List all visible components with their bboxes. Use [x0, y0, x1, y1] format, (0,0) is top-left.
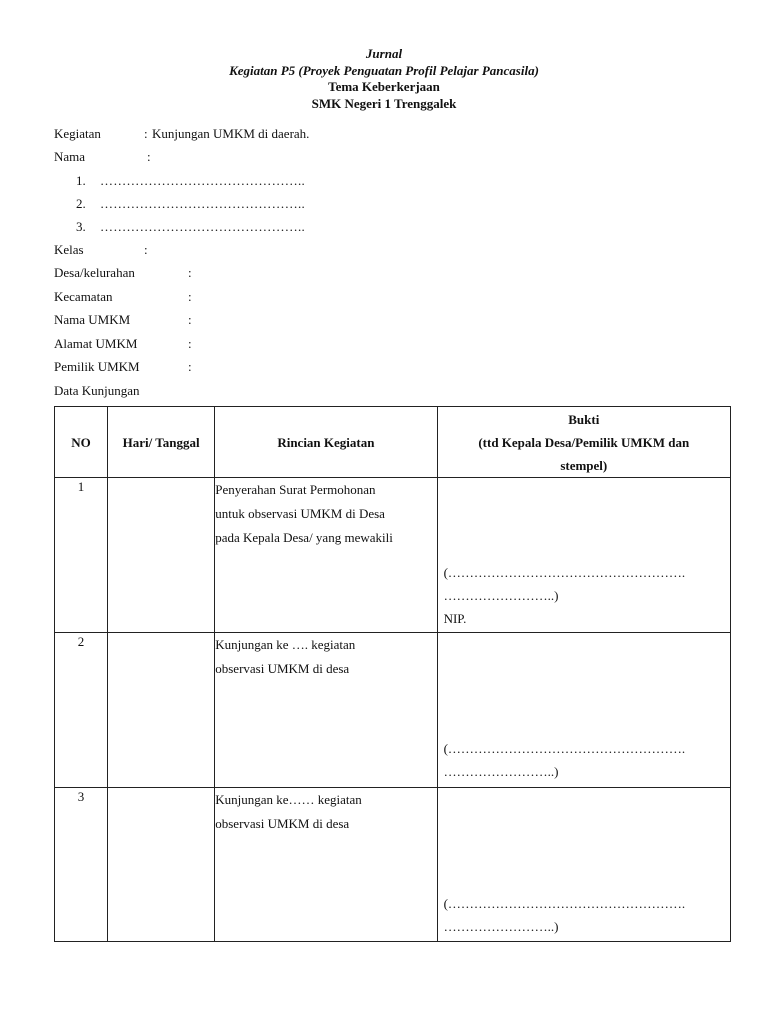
row-number: 1 — [55, 478, 108, 633]
table-header-row — [55, 407, 731, 478]
nama-item-3[interactable] — [76, 218, 376, 236]
field-alamat-umkm-label: Alamat UMKM — [54, 336, 138, 351]
row-bukti-cell[interactable] — [437, 633, 730, 788]
header-bukti — [437, 407, 730, 478]
header-rincian-kegiatan: Rincian Kegiatan — [215, 407, 437, 478]
field-kegiatan-colon: : — [144, 126, 148, 141]
rincian-line: untuk observasi UMKM di Desa — [215, 506, 385, 521]
header-bukti-line3: stempel) — [560, 457, 608, 473]
row-bukti-cell[interactable] — [437, 478, 730, 633]
row-hari-tanggal-cell[interactable] — [108, 633, 215, 788]
rincian-line: observasi UMKM di desa — [215, 816, 350, 831]
title-jurnal: Jurnal — [365, 46, 403, 61]
nama-item-number: 3. — [76, 219, 86, 234]
row-number: 3 — [55, 788, 108, 942]
field-kegiatan — [54, 125, 454, 143]
row-rincian-cell — [215, 633, 437, 788]
row-rincian-cell — [215, 478, 437, 633]
visit-table — [54, 406, 731, 942]
field-desa-colon: : — [188, 265, 192, 280]
signature-line: (………………………………………………. — [443, 741, 686, 756]
signature-line-end: ……………………..) — [443, 764, 559, 779]
nip-label: NIP. — [443, 611, 467, 626]
nama-item-2[interactable] — [76, 195, 376, 213]
title-kegiatan-p5: Kegiatan P5 (Proyek Penguatan Profil Pelajar Pancasila) — [229, 62, 539, 78]
field-nama-umkm-label: Nama UMKM — [54, 312, 131, 327]
field-kegiatan-value[interactable]: Kunjungan UMKM di daerah. — [152, 126, 310, 141]
table-row — [55, 478, 731, 633]
field-desa-kelurahan[interactable] — [54, 264, 354, 282]
rincian-line: observasi UMKM di desa — [215, 661, 350, 676]
signature-line-end: ……………………..) — [443, 919, 559, 934]
signature-line-end: ……………………..) — [443, 588, 559, 603]
row-rincian-cell — [215, 788, 437, 942]
field-nama-umkm[interactable] — [54, 311, 354, 329]
field-kelas[interactable] — [54, 241, 354, 259]
field-kelas-colon: : — [144, 242, 148, 257]
field-desa-label: Desa/kelurahan — [54, 265, 135, 280]
field-kecamatan-label: Kecamatan — [54, 289, 113, 304]
rincian-line: Kunjungan ke…… kegiatan — [215, 792, 362, 807]
rincian-line: Kunjungan ke …. kegiatan — [215, 637, 356, 652]
row-hari-tanggal-cell[interactable] — [108, 788, 215, 942]
nama-item-number: 1. — [76, 173, 86, 188]
field-nama — [54, 148, 454, 166]
header-no: NO — [55, 407, 108, 478]
table-row — [55, 633, 731, 788]
data-kunjungan-heading: Data Kunjungan — [54, 383, 140, 398]
rincian-line: Penyerahan Surat Permohonan — [215, 482, 376, 497]
section-data-kunjungan — [54, 382, 354, 400]
header-bukti-line2: (ttd Kepala Desa/Pemilik UMKM dan — [478, 434, 690, 450]
header-hari-tanggal: Hari/ Tanggal — [108, 407, 215, 478]
row-bukti-cell[interactable] — [437, 788, 730, 942]
field-alamat-umkm-colon: : — [188, 336, 192, 351]
header-bukti-line1: Bukti — [568, 411, 600, 427]
document-title-block — [0, 46, 768, 112]
nama-item-blank: ……………………………………….. — [100, 219, 305, 234]
title-tema: Tema Keberkerjaan — [328, 79, 440, 94]
field-kelas-label: Kelas — [54, 242, 84, 257]
field-pemilik-umkm-label: Pemilik UMKM — [54, 359, 140, 374]
signature-line: (………………………………………………. — [443, 565, 686, 580]
row-hari-tanggal-cell[interactable] — [108, 478, 215, 633]
title-school: SMK Negeri 1 Trenggalek — [311, 95, 457, 111]
field-pemilik-umkm[interactable] — [54, 358, 354, 376]
nama-item-1[interactable] — [76, 172, 376, 190]
field-pemilik-umkm-colon: : — [188, 359, 192, 374]
field-nama-label: Nama — [54, 149, 86, 164]
row-number: 2 — [55, 633, 108, 788]
field-nama-umkm-colon: : — [188, 312, 192, 327]
field-kecamatan-colon: : — [188, 289, 192, 304]
field-kegiatan-label: Kegiatan — [54, 126, 101, 141]
nama-item-blank: ……………………………………….. — [100, 173, 305, 188]
nama-item-number: 2. — [76, 196, 86, 211]
rincian-line: pada Kepala Desa/ yang mewakili — [215, 530, 393, 545]
nama-item-blank: ……………………………………….. — [100, 196, 305, 211]
table-row — [55, 788, 731, 942]
field-alamat-umkm[interactable] — [54, 335, 354, 353]
signature-line: (………………………………………………. — [443, 896, 686, 911]
field-nama-colon: : — [147, 149, 151, 164]
field-kecamatan[interactable] — [54, 288, 354, 306]
